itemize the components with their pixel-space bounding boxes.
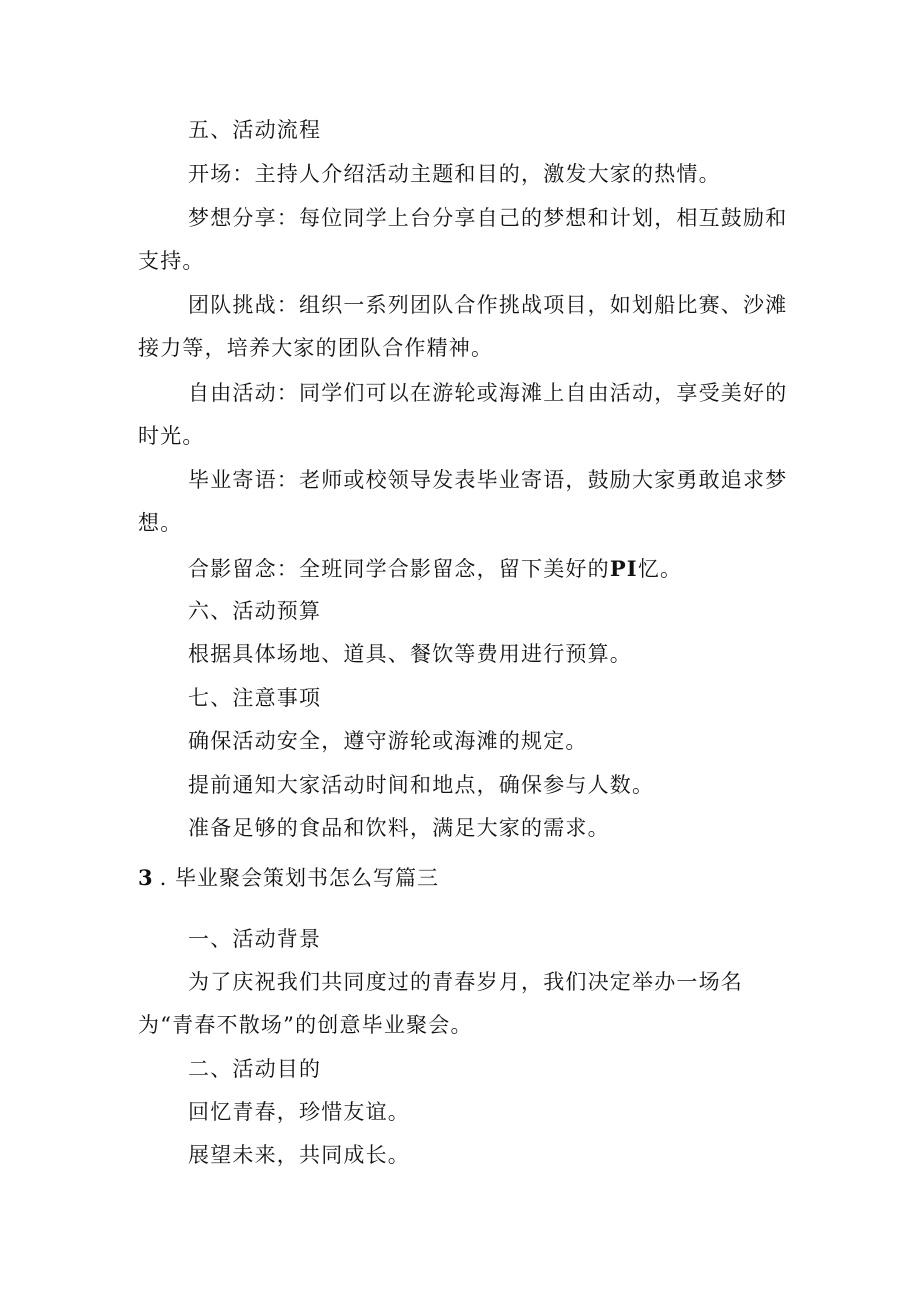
- flow-item-opening: 开场：主持人介绍活动主题和目的，激发大家的热情。: [188, 162, 721, 186]
- part-3-title: [138, 863, 788, 893]
- group-photo-text-prefix: 合影留念：全班同学合影留念，留下美好的: [188, 557, 610, 581]
- part-3-section-2-heading: 二、活动目的: [188, 1057, 322, 1081]
- part-3-number: 3: [138, 865, 154, 890]
- flow-item-graduation-message: 毕业寄语：老师或校领导发表毕业寄语，鼓励大家勇敢追求梦想。: [138, 468, 788, 535]
- flow-item-dream-sharing: 梦想分享：每位同学上台分享自己的梦想和计划，相互鼓励和支持。: [138, 206, 788, 273]
- background-text: 为了庆祝我们共同度过的青春岁月，我们决定举办一场名为“青春不散场”的创意毕业聚会。: [138, 970, 743, 1037]
- section-7-heading: 七、注意事项: [188, 686, 322, 710]
- flow-item-free-activity: 自由活动：同学们可以在游轮或海滩上自由活动，享受美好的时光。: [138, 381, 788, 448]
- purpose-item-memory: 回忆青春，珍惜友谊。: [188, 1100, 410, 1124]
- budget-text: 根据具体场地、道具、餐饮等费用进行预算。: [188, 642, 632, 666]
- part-3-title-text: . 毕业聚会策划书怎么写篇三: [159, 866, 439, 890]
- group-photo-text-suffix: 忆。: [637, 557, 683, 581]
- notice-item-safety: 确保活动安全，遵守游轮或海滩的规定。: [188, 729, 588, 753]
- section-6-heading: 六、活动预算: [188, 599, 322, 623]
- flow-item-team-challenge: 团队挑战：组织一系列团队合作挑战项目，如划船比赛、沙滩接力等，培养大家的团队合作精神。: [138, 293, 788, 360]
- section-5-heading: 五、活动流程: [188, 118, 322, 142]
- notice-item-food: 准备足够的食品和饮料，满足大家的需求。: [188, 816, 610, 840]
- notice-item-advance-notice: 提前通知大家活动时间和地点，确保参与人数。: [188, 773, 655, 797]
- part-3-section-1-heading: 一、活动背景: [188, 927, 322, 951]
- flow-item-group-photo: [138, 547, 788, 591]
- purpose-item-future: 展望未来，共同成长。: [188, 1143, 410, 1167]
- group-photo-text-bold: PI: [609, 556, 638, 581]
